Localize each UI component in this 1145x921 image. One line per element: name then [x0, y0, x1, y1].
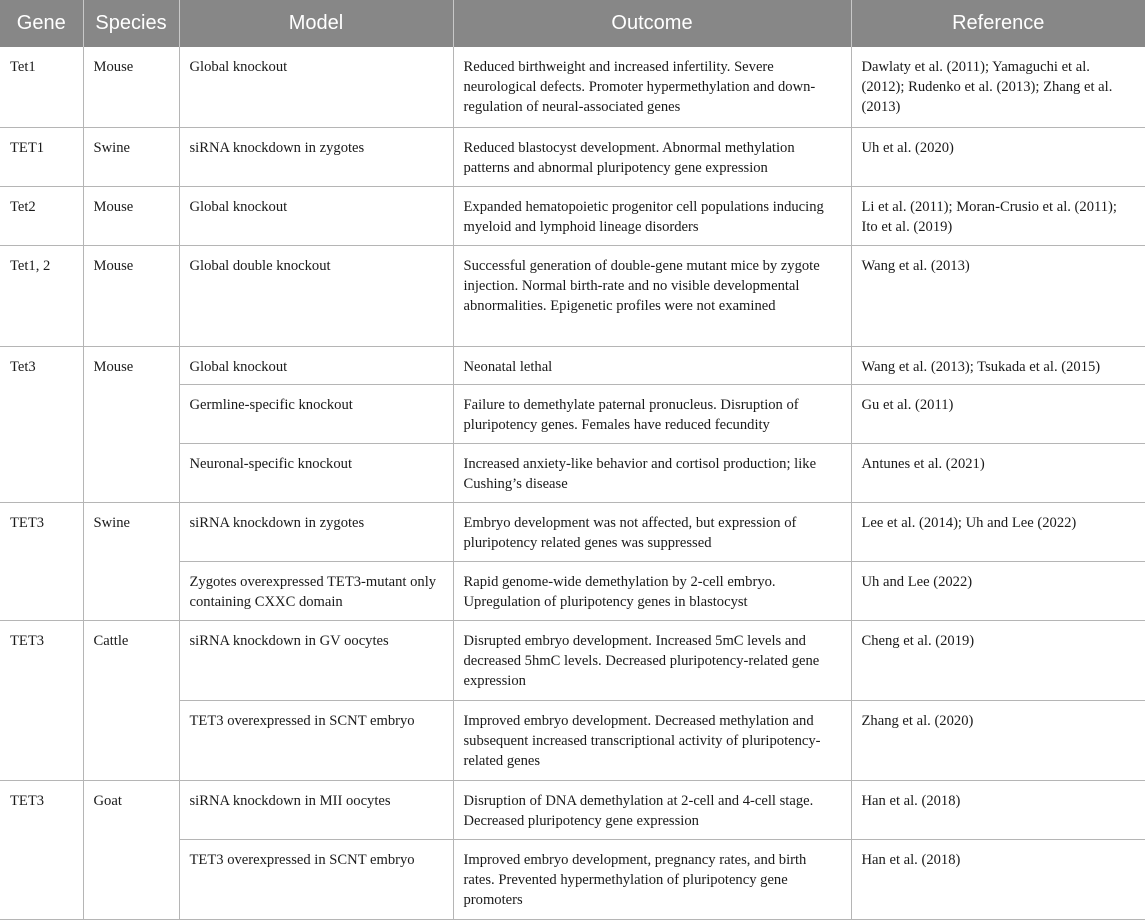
table-row — [0, 127, 1145, 186]
outcome-column-header: Outcome — [453, 0, 851, 47]
table-row — [0, 186, 1145, 245]
reference-cell: Dawlaty et al. (2011); Yamaguchi et al. (2012); Rudenko et al. (2013); Zhang et al. (2013) — [851, 47, 1145, 127]
model-cell: Germline-specific knockout — [179, 384, 453, 443]
model-column-header: Model — [179, 0, 453, 47]
reference-cell: Wang et al. (2013); Tsukada et al. (2015) — [851, 346, 1145, 384]
table-row — [0, 245, 1145, 346]
table-row — [0, 780, 1145, 839]
gene-cell: TET3 — [0, 502, 83, 620]
species-cell: Goat — [83, 780, 179, 919]
species-cell: Swine — [83, 502, 179, 620]
model-cell: TET3 overexpressed in SCNT embryo — [179, 839, 453, 919]
species-cell: Mouse — [83, 186, 179, 245]
reference-cell: Zhang et al. (2020) — [851, 700, 1145, 780]
species-cell: Swine — [83, 127, 179, 186]
outcome-cell: Expanded hematopoietic progenitor cell populations inducing myeloid and lymphoid lineage disorders — [453, 186, 851, 245]
outcome-cell: Successful generation of double-gene mutant mice by zygote injection. Normal birth-rate and no visible developmental abnormalities. Epigenetic profiles were not examined — [453, 245, 851, 346]
reference-cell: Han et al. (2018) — [851, 839, 1145, 919]
outcome-cell: Improved embryo development, pregnancy rates, and birth rates. Prevented hypermethylation of pluripotency gene promoters — [453, 839, 851, 919]
gene-column-header: Gene — [0, 0, 83, 47]
outcome-cell: Improved embryo development. Decreased methylation and subsequent increased transcriptional activity of pluripotency-related genes — [453, 700, 851, 780]
gene-cell: Tet2 — [0, 186, 83, 245]
outcome-cell: Reduced blastocyst development. Abnormal methylation patterns and abnormal pluripotency gene expression — [453, 127, 851, 186]
model-cell: Global knockout — [179, 346, 453, 384]
reference-cell: Lee et al. (2014); Uh and Lee (2022) — [851, 502, 1145, 561]
outcome-cell: Embryo development was not affected, but expression of pluripotency related genes was suppressed — [453, 502, 851, 561]
model-cell: siRNA knockdown in zygotes — [179, 127, 453, 186]
species-cell: Mouse — [83, 346, 179, 502]
species-cell: Mouse — [83, 47, 179, 127]
species-cell: Mouse — [83, 245, 179, 346]
table-header-row — [0, 0, 1145, 47]
model-cell: Neuronal-specific knockout — [179, 443, 453, 502]
gene-cell: Tet1 — [0, 47, 83, 127]
gene-cell: TET3 — [0, 780, 83, 919]
reference-cell: Wang et al. (2013) — [851, 245, 1145, 346]
table-row — [0, 346, 1145, 384]
gene-cell: Tet3 — [0, 346, 83, 502]
reference-cell: Gu et al. (2011) — [851, 384, 1145, 443]
model-cell: Global knockout — [179, 47, 453, 127]
reference-cell: Uh and Lee (2022) — [851, 561, 1145, 620]
gene-cell: Tet1, 2 — [0, 245, 83, 346]
table-row — [0, 620, 1145, 700]
model-cell: TET3 overexpressed in SCNT embryo — [179, 700, 453, 780]
reference-cell: Uh et al. (2020) — [851, 127, 1145, 186]
outcome-cell: Disruption of DNA demethylation at 2-cell and 4-cell stage. Decreased pluripotency gene expression — [453, 780, 851, 839]
reference-cell: Antunes et al. (2021) — [851, 443, 1145, 502]
model-cell: siRNA knockdown in zygotes — [179, 502, 453, 561]
model-cell: siRNA knockdown in MII oocytes — [179, 780, 453, 839]
reference-column-header: Reference — [851, 0, 1145, 47]
outcome-cell: Failure to demethylate paternal pronucleus. Disruption of pluripotency genes. Females have reduced fecundity — [453, 384, 851, 443]
outcome-cell: Reduced birthweight and increased infertility. Severe neurological defects. Promoter hypermethylation and down-regulation of neural-associated genes — [453, 47, 851, 127]
model-cell: siRNA knockdown in GV oocytes — [179, 620, 453, 700]
model-cell: Global knockout — [179, 186, 453, 245]
gene-cell: TET1 — [0, 127, 83, 186]
table-row — [0, 47, 1145, 127]
table-row — [0, 502, 1145, 561]
outcome-cell: Neonatal lethal — [453, 346, 851, 384]
outcome-cell: Disrupted embryo development. Increased 5mC levels and decreased 5hmC levels. Decreased pluripotency-related gene expression — [453, 620, 851, 700]
model-cell: Global double knockout — [179, 245, 453, 346]
species-cell: Cattle — [83, 620, 179, 780]
species-column-header: Species — [83, 0, 179, 47]
reference-cell: Li et al. (2011); Moran-Crusio et al. (2011); Ito et al. (2019) — [851, 186, 1145, 245]
outcome-cell: Rapid genome-wide demethylation by 2-cell embryo. Upregulation of pluripotency genes in blastocyst — [453, 561, 851, 620]
reference-cell: Cheng et al. (2019) — [851, 620, 1145, 700]
outcome-cell: Increased anxiety-like behavior and cortisol production; like Cushing’s disease — [453, 443, 851, 502]
reference-cell: Han et al. (2018) — [851, 780, 1145, 839]
model-cell: Zygotes overexpressed TET3-mutant only containing CXXC domain — [179, 561, 453, 620]
gene-cell: TET3 — [0, 620, 83, 780]
